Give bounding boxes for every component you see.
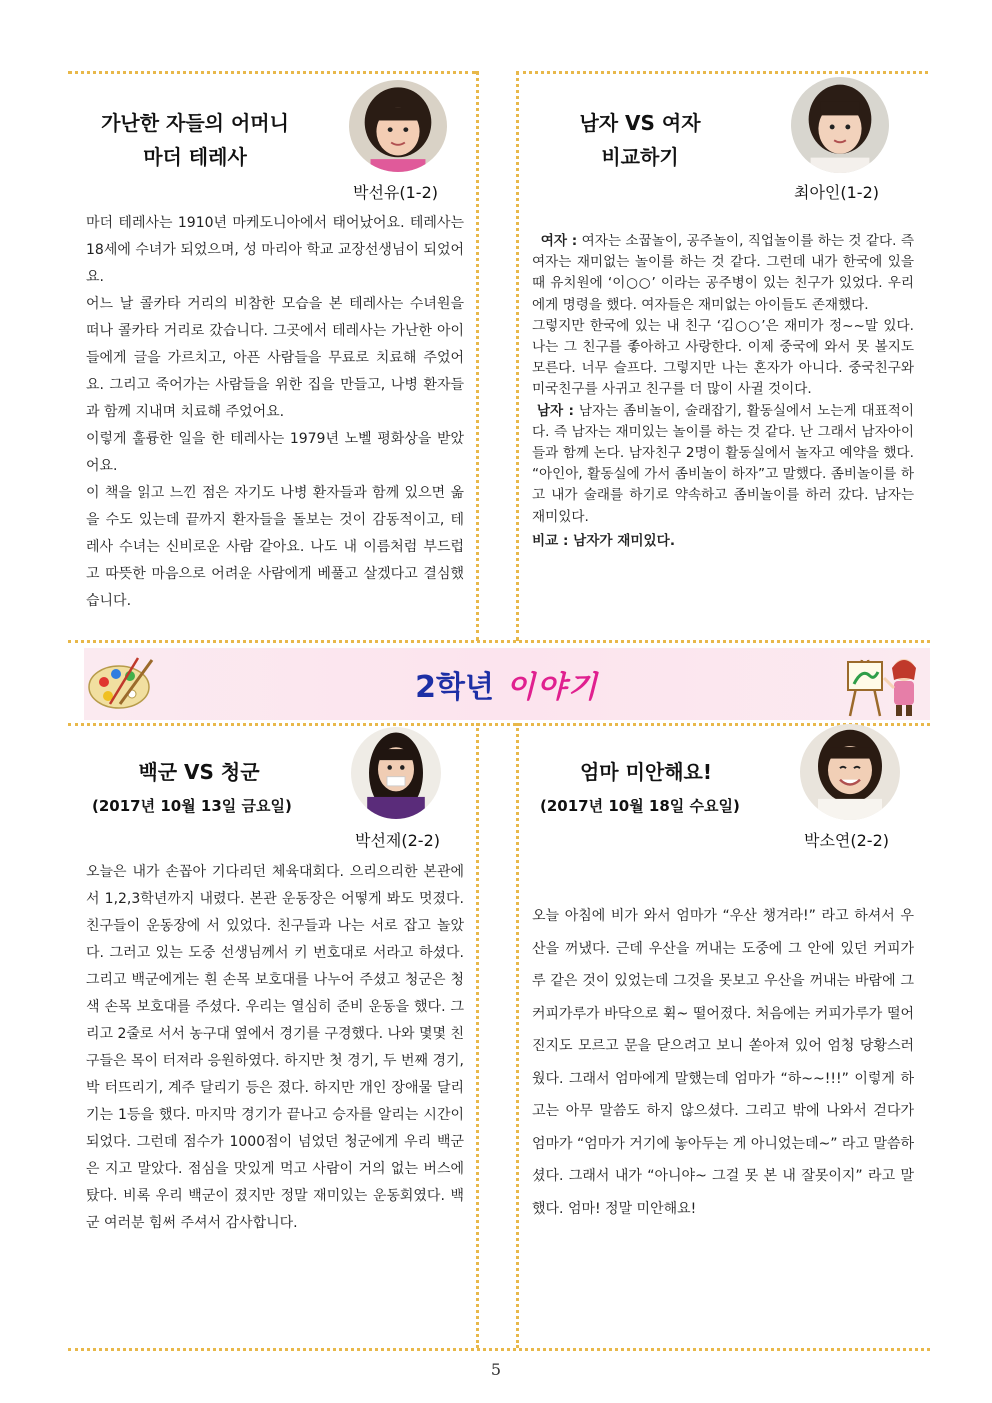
title-line: 남자 VS 여자	[579, 111, 701, 135]
title-line: 가난한 자들의 어머니	[101, 111, 289, 135]
divider	[516, 723, 519, 1348]
author-name: 최아인(1-2)	[794, 183, 879, 202]
section-title	[84, 662, 930, 706]
label-women: 여자 :	[540, 233, 578, 249]
author-photo	[351, 727, 441, 819]
divider	[68, 71, 476, 74]
divider	[476, 723, 479, 1348]
divider	[68, 723, 930, 726]
article-date: (2017년 10월 18일 수요일)	[540, 797, 740, 815]
title-line: 비교하기	[601, 145, 679, 169]
divider	[476, 71, 479, 641]
article-title: 엄마 미안해요!	[579, 760, 712, 784]
paragraph	[532, 401, 914, 528]
divider	[516, 71, 519, 641]
paragraph: 이렇게 훌륭한 일을 한 테레사는 1979년 노벨 평화상을 받았어요.	[86, 431, 464, 474]
divider	[516, 71, 928, 74]
article-body	[532, 231, 914, 552]
article-body	[86, 210, 464, 615]
page-number: 5	[490, 1360, 502, 1379]
label-men: 남자 :	[536, 402, 574, 419]
conclusion: 비교 : 남자가 재미있다.	[532, 532, 675, 549]
author-name: 박선제(2-2)	[355, 831, 440, 850]
paragraph-text: 남자는 좀비놀이, 술래잡기, 활동실에서 노는게 대표적이다. 즉 남자는 재미있는 놀이를 하는 것 같다. 난 그래서 남자아이들과 함께 논다. 남자친구 2명이 활동실에서 놀자고 예약을 했다. “아인아, 활동실에 가서 좀비놀이 하자”고 말했다. 좀비놀이를 하고 내가 술래를 하기로 약속하고 좀비놀이를 하러 갔다. 남자는 재미있다.	[532, 402, 914, 525]
divider	[68, 1348, 930, 1351]
article-body: 오늘 아침에 비가 와서 엄마가 “우산 챙겨라!” 라고 하셔서 우산을 꺼냈다. 근데 우산을 꺼내는 도중에 그 안에 있던 커피가루 같은 것이 있었는데 그것을 못보고 우산을 꺼내는 바람에 그 커피가루가 바닥으로 휙~ 떨어졌다. 처음에는 커피가루가 떨어진지도 모르고 문을 닫으려고 보니 쏟아져 있어 엄청 당황스러웠다. 그래서 엄마에게 말했는데 엄마가 “하~~!!!” 이렇게 하고는 아무 말씀도 하지 않으셨다. 그리고 밖에 나와서 걷다가 엄마가 “엄마가 거기에 놓아두는 게 아니었는데~” 라고 말씀하셨다. 그래서 내가 “아니야~ 그걸 못 본 내 잘못이지” 라고 말했다. 엄마! 정말 미안해요!	[532, 908, 914, 1217]
paragraph: 마더 테레사는 1910년 마케도니아에서 태어났어요. 테레사는 18세에 수녀가 되었으며, 성 마리아 학교 교장선생님이 되었어요.	[86, 215, 464, 285]
painter-girl-icon	[840, 650, 926, 718]
paragraph: 그렇지만 한국에 있는 내 친구 ‘김○○’은 재미가 정~~말 있다. 나는 그 친구를 좋아하고 사랑한다. 이제 중국에 와서 못 볼지도 모른다. 너무 슬프다. 그렇지만 나는 혼자가 아니다. 중국친구와 미국친구를 사귀고 친구를 더 많이 사귈 것이다.	[532, 317, 914, 398]
article-date: (2017년 10월 13일 금요일)	[92, 797, 292, 815]
grade-label: 2학년	[415, 670, 494, 705]
paragraph: 이 책을 읽고 느낀 점은 자기도 나병 환자들과 함께 있으면 옮을 수도 있는데 끝까지 환자들을 돌보는 것이 감동적이고, 테레사 수녀는 신비로운 사람 같아요. 나도 내 이름처럼 부드럽고 따뜻한 마음으로 어려운 사람에게 베풀고 살겠다고 결심했습니다.	[86, 485, 464, 609]
paragraph	[532, 231, 914, 316]
section-banner	[84, 648, 930, 720]
author-photo	[349, 80, 447, 172]
title-line: 마더 테레사	[143, 145, 247, 169]
article-body: 오늘은 내가 손꼽아 기다리던 체육대회다. 으리으리한 본관에서 1,2,3학년까지 내렸다. 본관 운동장은 어떻게 봐도 멋졌다. 친구들이 운동장에 서 있었다. 친구들과 나는 서로 잡고 놀았다. 그러고 있는 도중 선생님께서 키 번호대로 서라고 하셨다. 그리고 백군에게는 흰 손목 보호대를 나누어 주셨고 청군은 청색 손목 보호대를 주셨다. 우리는 열심히 준비 운동을 했다. 그리고 2줄로 서서 농구대 옆에서 경기를 구경했다. 나와 몇몇 친구들은 목이 터져라 응원하였다. 하지만 첫 경기, 두 번째 경기, 박 터뜨리기, 계주 달리기 등은 졌다. 하지만 개인 장애물 달리기는 1등을 했다. 마지막 경기가 끝나고 승자를 알리는 시간이 되었다. 그런데 점수가 1000점이 넘었던 청군에게 우리 백군은 지고 말았다. 점심을 맛있게 먹고 사람이 거의 없는 버스에 탔다. 비록 우리 백군이 졌지만 정말 재미있는 운동회였다. 백군 여러분 힘써 주셔서 감사합니다.	[86, 864, 464, 1231]
author-photo	[800, 724, 900, 820]
story-label: 이야기	[505, 670, 599, 705]
divider	[68, 640, 930, 643]
paragraph-text: 여자는 소꿉놀이, 공주놀이, 직업놀이를 하는 것 같다. 즉 여자는 재미없는 놀이를 하는 것 같다. 그런데 내가 한국에 있을 때 유치원에 ‘이○○’ 이라는 공주병이 있는 친구가 있었다. 우리에게 명령을 했다. 여자들은 재미없는 아이들도 존재했다.	[532, 233, 914, 313]
article-title	[80, 106, 310, 174]
paragraph: 어느 날 콜카타 거리의 비참한 모습을 본 테레사는 수녀원을 떠나 콜카타 거리로 갔습니다. 그곳에서 테레사는 가난한 아이들에게 글을 가르치고, 아픈 사람들을 무료로 치료해 주었어요. 그리고 죽어가는 사람들을 위한 집을 만들고, 나병 환자들과 함께 지내며 치료해 주었어요.	[86, 296, 464, 420]
author-photo	[791, 77, 889, 173]
author-name: 박소연(2-2)	[804, 831, 889, 850]
article-title	[520, 106, 760, 174]
author-name: 박선유(1-2)	[353, 183, 438, 202]
article-title: 백군 VS 청군	[138, 760, 260, 784]
